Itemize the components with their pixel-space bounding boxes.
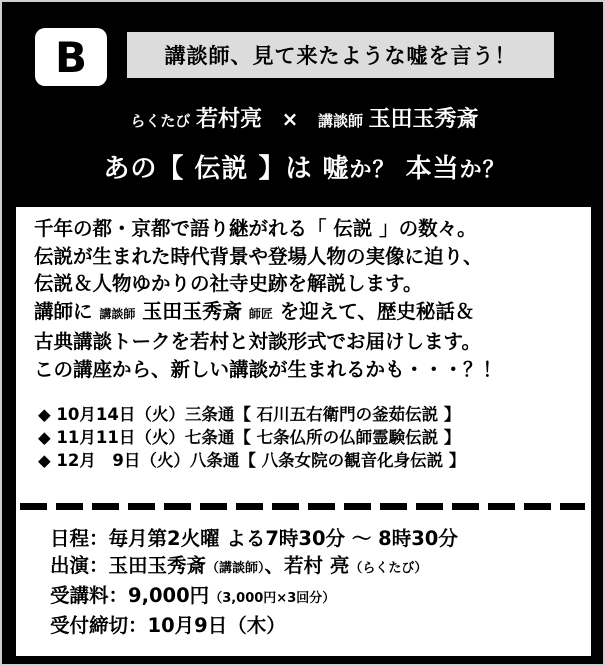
- deadline-line: 受付締切：10月9日（木）: [50, 614, 286, 637]
- tagline-banner: 講談師、見て来たような嘘を言う！: [127, 32, 554, 78]
- session-item: ◆ 10月14日（火）三条通【 石川五右衛門の釜茹伝説 】: [38, 405, 461, 424]
- description-line: 講師に 講談師 玉田玉秀斎 師匠 を迎えて、歴史秘話＆: [34, 298, 475, 323]
- session-list: [38, 403, 583, 472]
- description-line: この講座から、新しい講談が生まれるかも・・・？！: [34, 357, 503, 381]
- speaker2-name: 玉田玉秀斎: [368, 107, 479, 132]
- headline-q2: か？: [459, 158, 506, 183]
- content-panel: [16, 207, 591, 656]
- speaker2-title: 講談師: [317, 112, 363, 130]
- lecturer-name: 玉田玉秀斎: [142, 298, 243, 323]
- dashed-divider: [20, 503, 585, 510]
- description-line: 伝説＆人物ゆかりの社寺史跡を解説します。: [34, 272, 423, 295]
- headline-q1: か？: [349, 158, 396, 183]
- headline-part2: 本当: [395, 154, 460, 184]
- description-line: 伝説が生まれた時代背景や登場人物の実像に迫り、: [34, 244, 483, 268]
- schedule-line: 日程：毎月第2火曜 よる7時30分 ～ 8時30分: [50, 527, 458, 550]
- description-line: 古典講談トークを若村と対談形式でお届けします。: [34, 330, 481, 353]
- session-item: ◆ 12月 9日（火）八条通【 八条女院の観音化身伝説 】: [38, 451, 466, 470]
- lecturer-title: 講談師: [99, 306, 136, 321]
- headline: [2, 148, 605, 185]
- headline-part1: あの【 伝説 】は 嘘: [103, 154, 350, 184]
- event-info: [50, 525, 580, 639]
- session-item: ◆ 11月11日（火）七条通【 七条仏所の仏師霊験伝説 】: [38, 428, 461, 447]
- description: [34, 215, 579, 383]
- fee-line: 受講料：9,000円（3,000円×3回分）: [50, 584, 336, 607]
- speakers-line: [2, 102, 605, 133]
- cast-line: 出演：玉田玉秀斎（講談師）、若村 亮（らくたび）: [50, 554, 428, 577]
- speaker1-name: 若村亮: [196, 107, 263, 132]
- description-line: 千年の都・京都で語り継がれる「 伝説 」の数々。: [34, 217, 477, 240]
- cross-mark: ×: [281, 107, 299, 131]
- category-badge: B: [35, 28, 107, 86]
- lecturer-honorific: 師匠: [248, 306, 273, 321]
- speaker1-title: らくたび: [130, 112, 191, 130]
